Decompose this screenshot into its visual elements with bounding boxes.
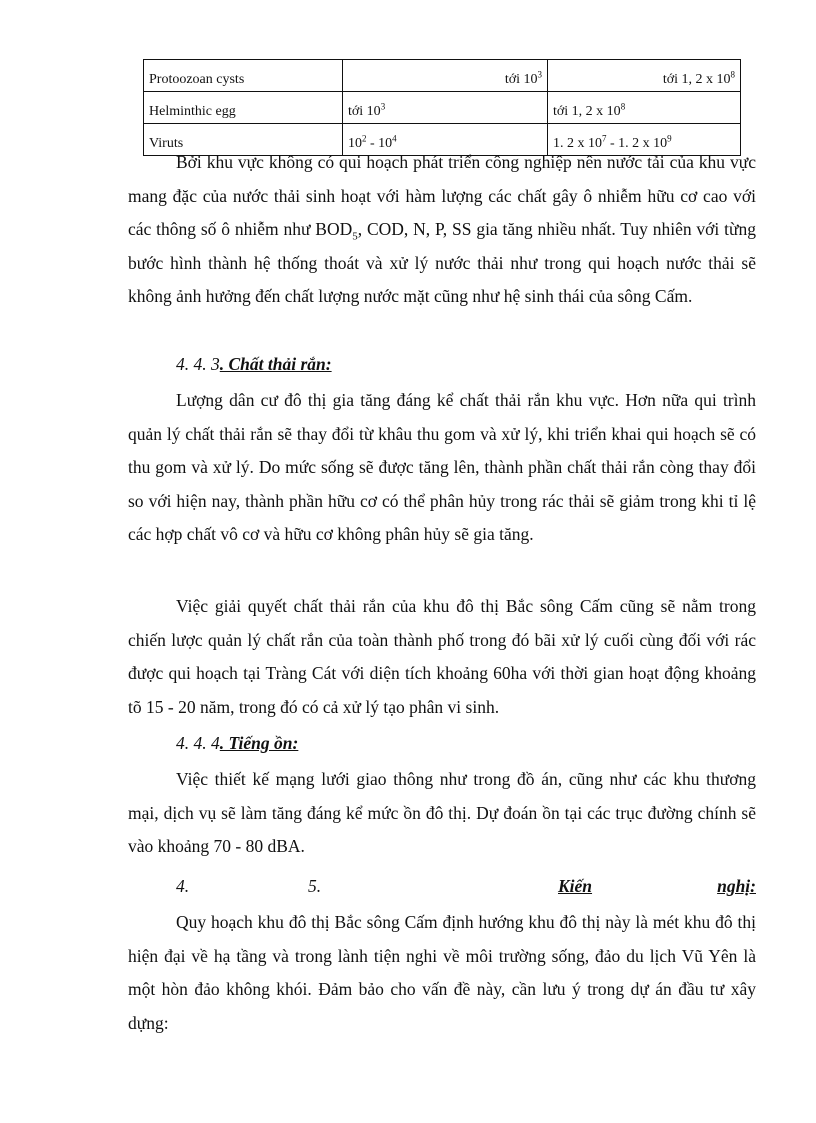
paragraph-solid-waste-treatment: Việc giải quyết chất thải rắn của khu đô thị Bắc sông Cấm cũng sẽ nằm trong chiến lược quản lý chất rắn của toàn thành phố trong đó bãi xử lý cuối cùng đối với rác được qui hoạch tại Tràng Cát với diện tích khoảng 60ha với thời gian hoạt động khoảng tõ 15 - 20 năm, trong đó có cả xử lý tạo phân vi sinh. (128, 596, 756, 717)
heading-noise: 4. 4. 4. Tiếng ồn: (176, 733, 299, 753)
pathogen-table (143, 59, 741, 156)
heading-recommendations: 4. 5. Kiến nghị: (176, 876, 756, 896)
table-cell-value: tới $10^3$ (343, 92, 548, 124)
table-row (144, 92, 741, 124)
heading-solid-waste: 4. 4. 3. Chất thải rắn: (176, 354, 332, 374)
table-cell-value: tới 1, 2 x $10^8$ (548, 92, 741, 124)
table-row (144, 60, 741, 92)
table-cell-name: Protoozoan cysts (144, 60, 343, 92)
paragraph-wastewater: Bởi khu vực không có qui hoạch phát triển công nghiệp nên nước tải của khu vực mang đặc của nước thải sinh hoạt với hàm lượng các chất gây ô nhiễm hữu cơ cao với các thông số ô nhiễm như $BOD_5$, COD, N, P, SS gia tăng nhiều nhất. Tuy nhiên với từng bước hình thành hệ thống thoát và xử lý nước thải như trong qui hoạch nước thải sẽ không ảnh hưởng đến chất lượng nước mặt cũng như hệ sinh thái của sông Cấm. (128, 152, 756, 306)
paragraph-recommendations: Quy hoạch khu đô thị Bắc sông Cấm định hướng khu đô thị này là mét khu đô thị hiện đại về hạ tầng và trong lành tiện nghi về môi trường sống, đảo du lịch Vũ Yên là một hòn đảo không khói. Đảm bảo cho vấn đề này, cần lưu ý trong dự án đầu tư xây dựng: (128, 912, 756, 1033)
paragraph-noise: Việc thiết kế mạng lưới giao thông như trong đồ án, cũng như các khu thương mại, dịch vụ sẽ làm tăng đáng kể mức ồn đô thị. Dự đoán ồn tại các trục đường chính sẽ vào khoảng 70 - 80 dBA. (128, 769, 756, 856)
table-cell-name: Helminthic egg (144, 92, 343, 124)
table-cell-value: $10^2 - 10^4$ (343, 124, 548, 156)
table-cell-value: 1. 2 x $10^7 - 1$. 2 x $10^9$ (548, 124, 741, 156)
paragraph-solid-waste: Lượng dân cư đô thị gia tăng đáng kể chất thải rắn khu vực. Hơn nữa qui trình quản lý chất thải rắn sẽ thay đổi từ khâu thu gom và xử lý, khi triển khai qui hoạch sẽ có thu gom và xử lý. Do mức sống sẽ được tăng lên, thành phần chất thải rắn còng thay đổi so với hiện nay, thành phần hữu cơ có thể phân hủy trong rác thải sẽ giảm trong khi tỉ lệ các hợp chất vô cơ và hữu cơ không phân hủy sẽ gia tăng. (128, 390, 756, 544)
table-cell-value: tới 1, 2 x $10^8$ (548, 60, 741, 92)
table-cell-name: Viruts (144, 124, 343, 156)
table-cell-value: tới $10^3$ (343, 60, 548, 92)
